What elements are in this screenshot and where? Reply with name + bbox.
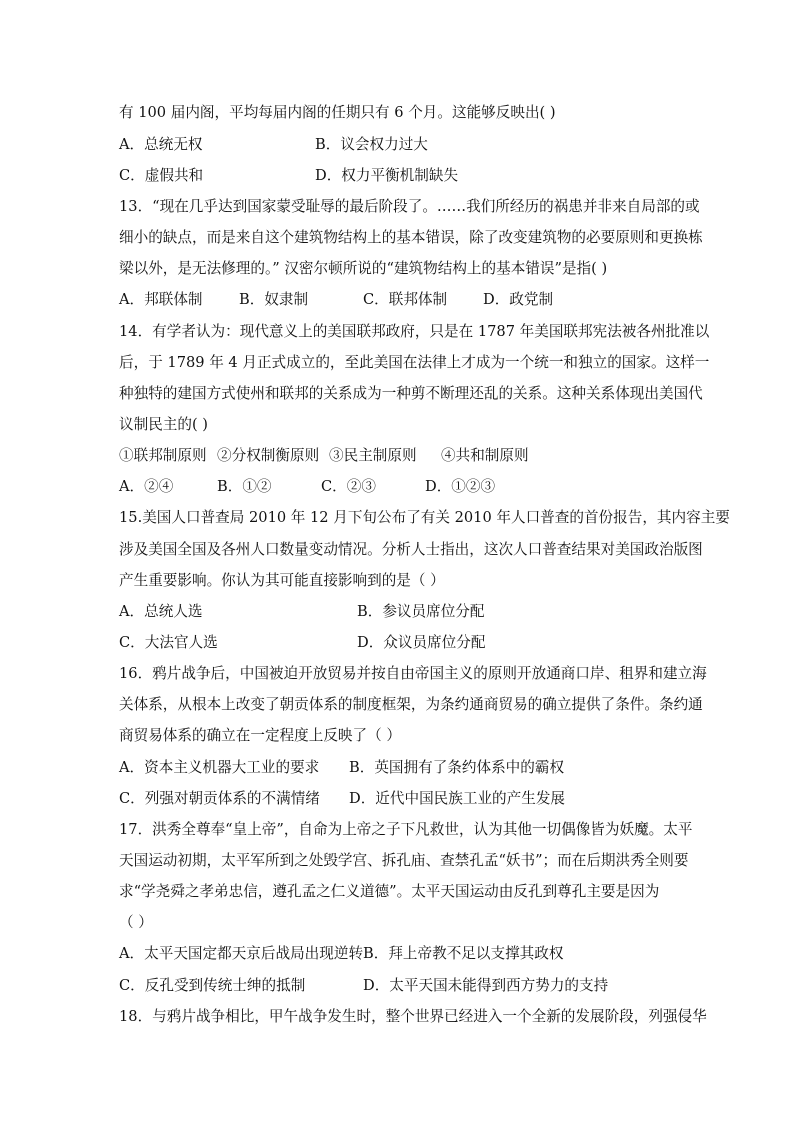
q17-stem-line-3: 求“学尧舜之孝弟忠信，遵孔孟之仁义道德”。太平天国运动由反孔到尊孔主要是因为 <box>119 883 660 900</box>
q16-option-b[interactable]: B．英国拥有了条约体系中的霸权 <box>349 759 565 776</box>
q16-option-d[interactable]: D．近代中国民族工业的产生发展 <box>349 790 566 807</box>
q14-principle-2: ②分权制衡原则 <box>217 447 320 464</box>
q13-stem-line-1: 13．“现在几乎达到国家蒙受耻辱的最后阶段了。……我们所经历的祸患并非来自局部的或 <box>119 198 700 215</box>
q15-option-a[interactable]: A．总统人选 <box>119 603 203 620</box>
q14-option-b[interactable]: B．①② <box>217 478 272 495</box>
q14-option-c[interactable]: C．②③ <box>321 478 376 495</box>
q17-option-c[interactable]: C．反孔受到传统士绅的抵制 <box>119 977 306 994</box>
q16-option-c[interactable]: C．列强对朝贡体系的不满情绪 <box>119 790 320 807</box>
q14-stem-line-1: 14．有学者认为：现代意义上的美国联邦政府，只是在 1787 年美国联邦宪法被各州批准以 <box>119 323 710 340</box>
q17-option-a[interactable]: A．太平天国定都天京后战局出现逆转 <box>119 945 364 962</box>
q15-stem-line-3: 产生重要影响。你认为其可能直接影响到的是（ ） <box>119 572 445 589</box>
q12-option-b[interactable]: B．议会权力过大 <box>315 136 428 153</box>
q15-option-b[interactable]: B．参议员席位分配 <box>357 603 485 620</box>
q14-stem-line-3: 种独特的建国方式使州和联邦的关系成为一种剪不断理还乱的关系。这种关系体现出美国代 <box>119 385 703 402</box>
q18-stem-line-1: 18．与鸦片战争相比，甲午战争发生时，整个世界已经进入一个全新的发展阶段，列强侵华 <box>119 1008 707 1025</box>
q13-option-b[interactable]: B．奴隶制 <box>239 291 309 308</box>
q17-stem-line-4: （ ） <box>119 914 153 931</box>
q15-option-d[interactable]: D．众议员席位分配 <box>357 634 486 651</box>
q14-option-a[interactable]: A．②④ <box>119 478 174 495</box>
q12-option-a[interactable]: A．总统无权 <box>119 136 203 153</box>
q15-stem-line-1: 15.美国人口普查局 2010 年 12 月下旬公布了有关 2010 年人口普查的首份报告，其内容主要 <box>119 509 730 526</box>
q12-option-c[interactable]: C．虚假共和 <box>119 167 204 184</box>
q13-stem-line-3: 梁以外，是无法修理的。” 汉密尔顿所说的“建筑物结构上的基本错误”是指( ) <box>119 260 608 277</box>
q12-option-d[interactable]: D．权力平衡机制缺失 <box>315 167 459 184</box>
q14-stem-line-2: 后，于 1789 年 4 月正式成立的，至此美国在法律上才成为一个统一和独立的国家。这样一 <box>119 354 710 371</box>
q15-stem-line-2: 涉及美国全国及各州人口数量变动情况。分析人士指出，这次人口普查结果对美国政治版图 <box>119 541 703 558</box>
q16-stem-line-2: 关体系，从根本上改变了朝贡体系的制度框架，为条约通商贸易的确立提供了条件。条约通 <box>119 696 703 713</box>
q16-stem-line-1: 16．鸦片战争后，中国被迫开放贸易并按自由帝国主义的原则开放通商口岸、租界和建立海 <box>119 665 707 682</box>
q14-principle-1: ①联邦制原则 <box>119 447 207 464</box>
q13-stem-line-2: 细小的缺点，而是来自这个建筑物结构上的基本错误，除了改变建筑物的必要原则和更换栋 <box>119 229 703 246</box>
q14-stem-line-4: 议制民主的( ) <box>119 416 208 433</box>
q17-option-b[interactable]: B．拜上帝教不足以支撑其政权 <box>363 945 564 962</box>
q14-option-d[interactable]: D．①②③ <box>425 478 496 495</box>
q16-stem-line-3: 商贸易体系的确立在一定程度上反映了（ ） <box>119 727 401 744</box>
q12-continuation: 有 100 届内阁，平均每届内阁的任期只有 6 个月。这能够反映出( ) <box>119 104 556 121</box>
q13-option-d[interactable]: D．政党制 <box>483 291 554 308</box>
q17-stem-line-2: 天国运动初期，太平军所到之处毁学宫、拆孔庙、查禁孔孟“妖书”；而在后期洪秀全则要 <box>119 852 689 869</box>
q17-option-d[interactable]: D．太平天国未能得到西方势力的支持 <box>363 977 609 994</box>
q14-principle-4: ④共和制原则 <box>441 447 529 464</box>
q17-stem-line-1: 17．洪秀全尊奉“皇上帝”，自命为上帝之子下凡救世，认为其他一切偶像皆为妖魔。太平 <box>119 821 693 838</box>
q14-principle-3: ③民主制原则 <box>329 447 417 464</box>
q13-option-c[interactable]: C．联邦体制 <box>363 291 448 308</box>
q15-option-c[interactable]: C．大法官人选 <box>119 634 218 651</box>
q16-option-a[interactable]: A．资本主义机器大工业的要求 <box>119 759 320 776</box>
q13-option-a[interactable]: A．邦联体制 <box>119 291 203 308</box>
